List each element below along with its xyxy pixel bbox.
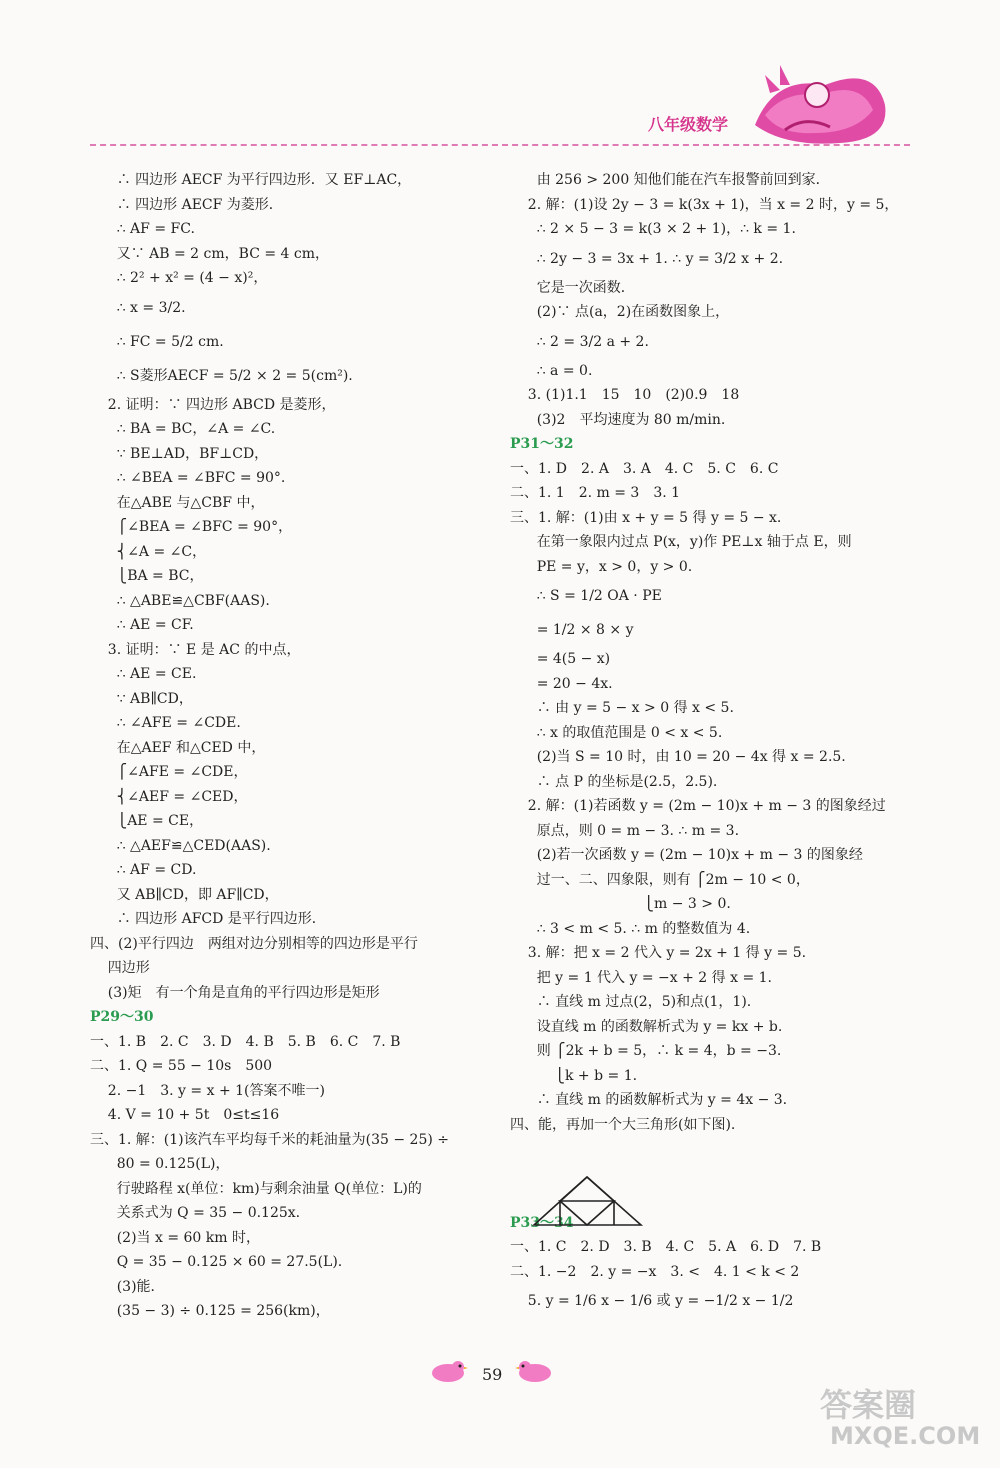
text-line: 二、1. 1 2. m = 3 3. 1 <box>510 485 681 501</box>
text-line: ∴ BA = BC，∠A = ∠C. <box>90 421 276 437</box>
text-line: ∴ 四边形 AECF 为菱形． <box>90 196 283 213</box>
header-divider <box>90 144 910 146</box>
text-line: ∵ BE⊥AD，BF⊥CD， <box>90 445 269 462</box>
text-line: 二、1. −2 2. y = −x 3. < 4. 1 < k < 2 <box>510 1263 800 1280</box>
text-line: ∴ 2² + x² = (4 − x)²， <box>90 270 268 286</box>
text-line: 把 y = 1 代入 y = −x + 2 得 x = 1. <box>510 969 772 986</box>
text-line: 3. (1)1.1 15 10 (2)0.9 18 <box>510 387 740 403</box>
text-line: 80 = 0.125(L)， <box>90 1156 230 1172</box>
text-line: ∴ FC = 5/2 cm. <box>90 333 224 350</box>
text-line: 在第一象限内过点 P(x，y)作 PE⊥x 轴于点 E，则 <box>510 534 852 550</box>
bird-icon <box>515 1358 555 1384</box>
text-line: = 1/2 × 8 × y <box>510 622 634 638</box>
text-line: ∴ S = 1/2 OA · PE <box>510 588 662 604</box>
text-line: ⎩k + b = 1. <box>510 1067 638 1084</box>
text-line: 三、1. 解：(1)由 x + y = 5 得 y = 5 − x. <box>510 509 782 526</box>
text-line: 四、(2)平行四边 两组对边分别相等的四边形是平行 <box>90 935 418 952</box>
text-line: 原点，则 0 = m − 3. ∴ m = 3. <box>510 822 740 839</box>
triangle-figure <box>530 1175 645 1227</box>
text-line: 它是一次函数． <box>510 279 635 296</box>
text-line: 过一、二、四象限，则有 ⎧2m − 10 < 0， <box>510 871 810 888</box>
text-line: ∴ AE = CF. <box>90 617 194 633</box>
page-number: 59 <box>482 1365 503 1384</box>
text-line: (2)当 S = 10 时，由 10 = 20 − 4x 得 x = 2.5. <box>510 749 846 765</box>
text-line: ∴ 2 = 3/2 a + 2. <box>510 333 649 350</box>
page-header-title: 八年级数学 <box>648 115 729 134</box>
text-line: Q = 35 − 0.125 × 60 = 27.5(L). <box>90 1254 343 1270</box>
watermark-url: MXQE.COM <box>830 1422 981 1450</box>
text-line: 设直线 m 的函数解析式为 y = kx + b. <box>510 1018 783 1035</box>
text-line: 2. 解：(1)设 2y − 3 = k(3x + 1)，当 x = 2 时，y = 5， <box>510 196 899 213</box>
text-line: ∴ 2 × 5 − 3 = k(3 × 2 + 1)，∴ k = 1. <box>510 221 796 237</box>
text-line: ∴ x 的取值范围是 0 < x < 5. <box>510 724 723 741</box>
section-heading: P29～30 <box>90 1009 154 1025</box>
text-line: 3. 证明：∵ E 是 AC 的中点， <box>90 641 301 658</box>
text-line: (3)2 平均速度为 80 m/min. <box>510 411 726 428</box>
text-line: ∴ 四边形 AFCD 是平行四边形． <box>90 911 326 927</box>
text-line: ∴ a = 0. <box>510 362 593 379</box>
text-line: ⎧∠BEA = ∠BFC = 90°， <box>90 519 293 535</box>
text-line: 行驶路程 x(单位：km)与剩余油量 Q(单位：L)的 <box>90 1180 422 1197</box>
text-line: ∴ 直线 m 的函数解析式为 y = 4x − 3. <box>510 1092 788 1108</box>
text-line: ∴ 直线 m 过点(2，5)和点(1，1). <box>510 994 752 1010</box>
text-line: ⎨∠A = ∠C， <box>90 543 207 560</box>
text-line: 四、能，再加一个大三角形(如下图). <box>510 1116 736 1133</box>
text-line: ⎩BA = BC， <box>90 568 204 584</box>
text-line: (35 − 3) ÷ 0.125 = 256(km)， <box>90 1303 330 1319</box>
text-line: (3)矩 有一个角是直角的平行四边形是矩形 <box>90 984 380 1001</box>
text-line: ∴ AF = FC. <box>90 221 195 237</box>
text-line: 则 ⎧2k + b = 5，∴ k = 4，b = −3. <box>510 1043 782 1059</box>
watermark-logo: 答案圈 <box>820 1386 917 1424</box>
text-line: (2)∵ 点(a，2)在函数图象上， <box>510 304 730 320</box>
text-line: PE = y，x > 0，y > 0. <box>510 558 693 575</box>
text-line: ∴ x = 3/2. <box>90 299 186 316</box>
text-line: 四边形 <box>90 960 150 976</box>
text-line: ∴ △AEF≌△CED(AAS). <box>90 837 271 854</box>
text-line: ⎩AE = CE， <box>90 813 204 829</box>
text-line: 在△AEF 和△CED 中， <box>90 739 266 756</box>
text-line: 一、1. B 2. C 3. D 4. B 5. B 6. C 7. B <box>90 1033 401 1050</box>
text-line: 2. −1 3. y = x + 1(答案不唯一) <box>90 1082 325 1099</box>
text-line: = 20 − 4x. <box>510 675 613 692</box>
text-line: 一、1. D 2. A 3. A 4. C 5. C 6. C <box>510 460 779 477</box>
text-line: ∴ S菱形AECF = 5/2 × 2 = 5(cm²). <box>90 367 353 384</box>
left-column <box>90 168 490 1324</box>
section-heading: P33～34 <box>510 1214 574 1231</box>
text-line: ∴ ∠BEA = ∠BFC = 90°. <box>90 470 286 486</box>
text-line: ∴ 四边形 AECF 为平行四边形．又 EF⊥AC， <box>90 172 412 188</box>
text-line: 4. V = 10 + 5t 0≤t≤16 <box>90 1107 280 1123</box>
text-line: 一、1. C 2. D 3. B 4. C 5. A 6. D 7. B <box>510 1239 822 1255</box>
text-line: ∴ △ABE≌△CBF(AAS). <box>90 592 270 609</box>
text-line: ⎩m − 3 > 0. <box>510 896 731 912</box>
text-line: 又 AB∥CD，即 AF∥CD， <box>90 886 279 903</box>
text-line: 3. 解：把 x = 2 代入 y = 2x + 1 得 y = 5. <box>510 945 807 961</box>
right-column <box>510 168 910 1318</box>
section-heading: P31～32 <box>510 436 574 452</box>
text-line: 由 256 > 200 知他们能在汽车报警前回到家． <box>510 172 830 188</box>
text-line: ∴ AE = CE. <box>90 666 197 682</box>
text-line: 二、1. Q = 55 − 10s 500 <box>90 1058 273 1074</box>
text-line: ∴ AF = CD. <box>90 862 197 878</box>
text-line: = 4(5 − x) <box>510 651 611 667</box>
text-line: ∴ 3 < m < 5. ∴ m 的整数值为 4. <box>510 920 751 937</box>
text-line: 又∵ AB = 2 cm，BC = 4 cm， <box>90 245 330 262</box>
text-line: 在△ABE 与△CBF 中， <box>90 494 265 511</box>
cartoon-logo <box>745 55 895 150</box>
text-line: (3)能． <box>90 1278 165 1295</box>
text-line: 5. y = 1/6 x − 1/6 或 y = −1/2 x − 1/2 <box>510 1293 794 1309</box>
text-line: ∴ ∠AFE = ∠CDE. <box>90 715 241 731</box>
text-line: 关系式为 Q = 35 − 0.125x. <box>90 1205 301 1221</box>
text-line: 2. 解：(1)若函数 y = (2m − 10)x + m − 3 的图象经过 <box>510 798 886 814</box>
text-line: ∵ AB∥CD， <box>90 690 193 707</box>
text-line: (2)当 x = 60 km 时， <box>90 1229 260 1246</box>
text-line: 2. 证明：∵ 四边形 ABCD 是菱形， <box>90 396 336 413</box>
text-line: (2)若一次函数 y = (2m − 10)x + m − 3 的图象经 <box>510 847 863 863</box>
text-line: ⎨∠AEF = ∠CED， <box>90 788 248 805</box>
bird-icon <box>428 1358 468 1384</box>
text-line: ⎧∠AFE = ∠CDE， <box>90 764 248 780</box>
text-line: ∴ 2y − 3 = 3x + 1. ∴ y = 3/2 x + 2. <box>510 250 784 267</box>
text-line: ∴ 点 P 的坐标是(2.5，2.5). <box>510 773 718 790</box>
text-line: 三、1. 解：(1)该汽车平均每千米的耗油量为(35 − 25) ÷ <box>90 1131 450 1148</box>
spacer-line <box>510 1137 910 1162</box>
text-line: ∴ 由 y = 5 − x > 0 得 x < 5. <box>510 700 734 716</box>
